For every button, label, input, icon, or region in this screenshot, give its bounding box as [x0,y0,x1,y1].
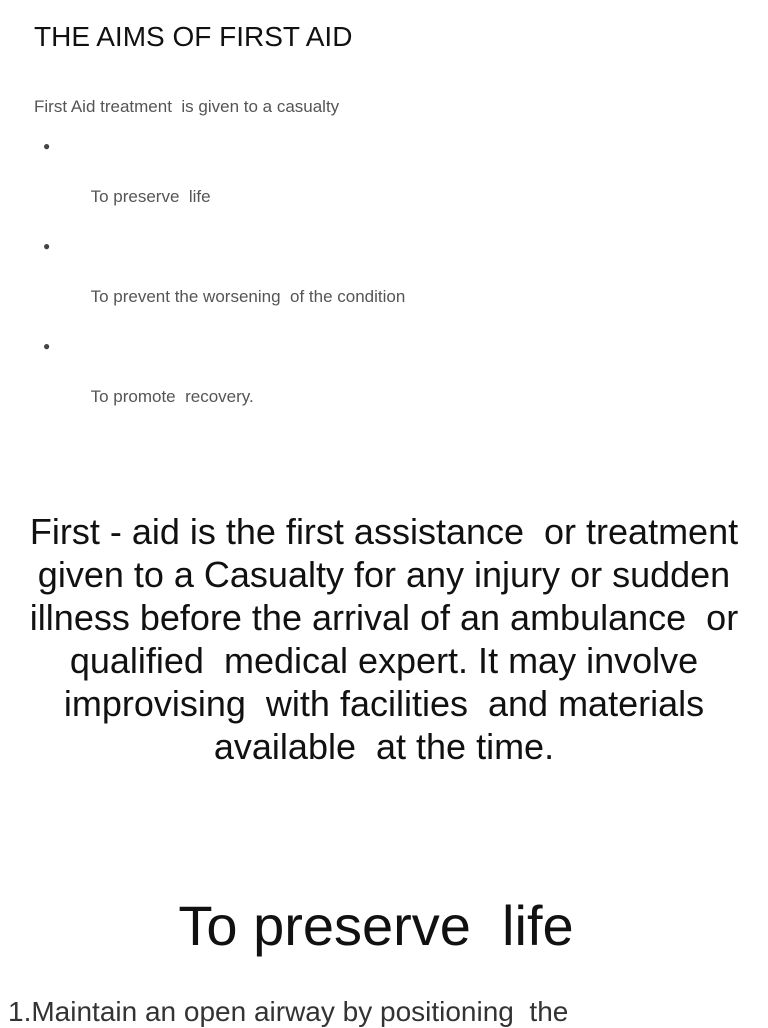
definition-paragraph: First - aid is the first assistance or treatment given to a Casualty for any injury or sudden illness before the arrival of an ambulance or qualified medical expert. It may involve improvising with facilities and materials available at the time. [29,511,759,767]
section-heading: To preserve life [178,894,574,957]
aims-list [34,134,405,434]
list-item [34,234,405,334]
list-item [34,334,405,434]
list-item-label: To preserve life [90,187,211,206]
step-text: 1.Maintain an open airway by positioning the [8,996,569,1027]
bullet-icon: ● [43,339,51,353]
list-item-label: To prevent the worsening of the condition [90,287,406,306]
intro-text: First Aid treatment is given to a casualty [34,97,340,116]
bullet-icon: ● [43,139,51,153]
bullet-icon: ● [43,239,51,253]
page-title: THE AIMS OF FIRST AID [34,21,353,52]
list-item [34,134,405,234]
list-item-label: To promote recovery. [90,387,254,406]
